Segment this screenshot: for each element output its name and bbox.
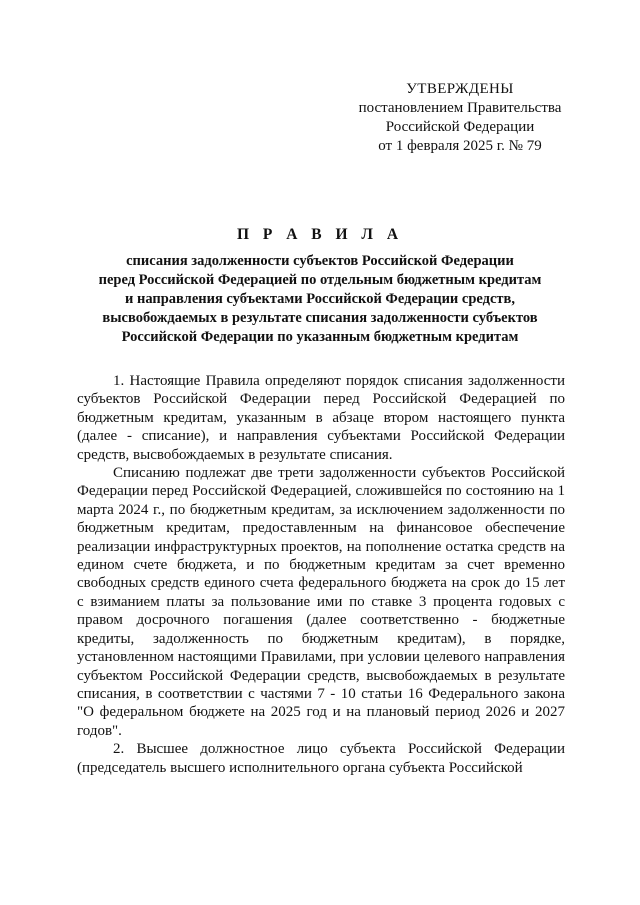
document-subtitle-line: перед Российской Федерацией по отдельным бюджетным кредитам [98,272,542,288]
document-heading [60,226,580,347]
document-title: П Р А В И Л А [236,226,404,243]
document-subtitle-line: и направления субъектами Российской Федерации средств, [124,291,515,307]
approval-line-date-number: от 1 февраля 2025 г. № 79 [378,138,542,154]
document-subtitle-line: Российской Федерации по указанным бюджетным кредитам [121,329,519,345]
approval-line-government: Российской Федерации [385,119,535,135]
approval-line-resolution: постановлением Правительства [358,100,562,116]
document-body [77,372,565,777]
paragraph-2: Списанию подлежат две трети задолженности субъектов Российской Федерации перед Российской Федерацией, сложившейся по состоянию на 1 марта 2024 г., по бюджетным кредитам, за исключением задолженности по бюджетным кредитам, предоставленным на финансовое обеспечение реализации инфраструктурных проектов, на пополнение остатка средств на едином счете бюджета, и по бюджетным кредитам за счет временно свободных средств единого счета федерального бюджета на срок до 15 лет с взиманием платы за пользование ими по ставке 3 процента годовых с правом досрочного погашения (далее соответственно - бюджетные кредиты, задолженность по бюджетным кредитам), в порядке, установленном настоящими Правилами, при условии целевого направления субъектом Российской Федерации средств, высвобождаемых в результате списания, в соответствии с частями 7 - 10 статьи 16 Федерального закона "О федеральном бюджете на 2025 год и на плановый период 2026 и 2027 годов". [77,465,565,739]
paragraph-3: 2. Высшее должностное лицо субъекта Российской Федерации (председатель высшего исполнительного органа субъекта Российской [77,741,565,776]
document-subtitle-line: высвобождаемых в результате списания задолженности субъектов [102,310,538,326]
approval-title: УТВЕРЖДЕНЫ [406,81,514,97]
approval-stamp [330,80,590,156]
paragraph-1: 1. Настоящие Правила определяют порядок списания задолженности субъектов Российской Федерации перед Российской Федерацией по бюджетным кредитам, указанным в абзаце втором настоящего пункта (далее - списание), и направления субъектами Российской Федерации средств, высвобождаемых в результате списания. [77,373,565,463]
document-subtitle-line: списания задолженности субъектов Российской Федерации [126,253,514,269]
